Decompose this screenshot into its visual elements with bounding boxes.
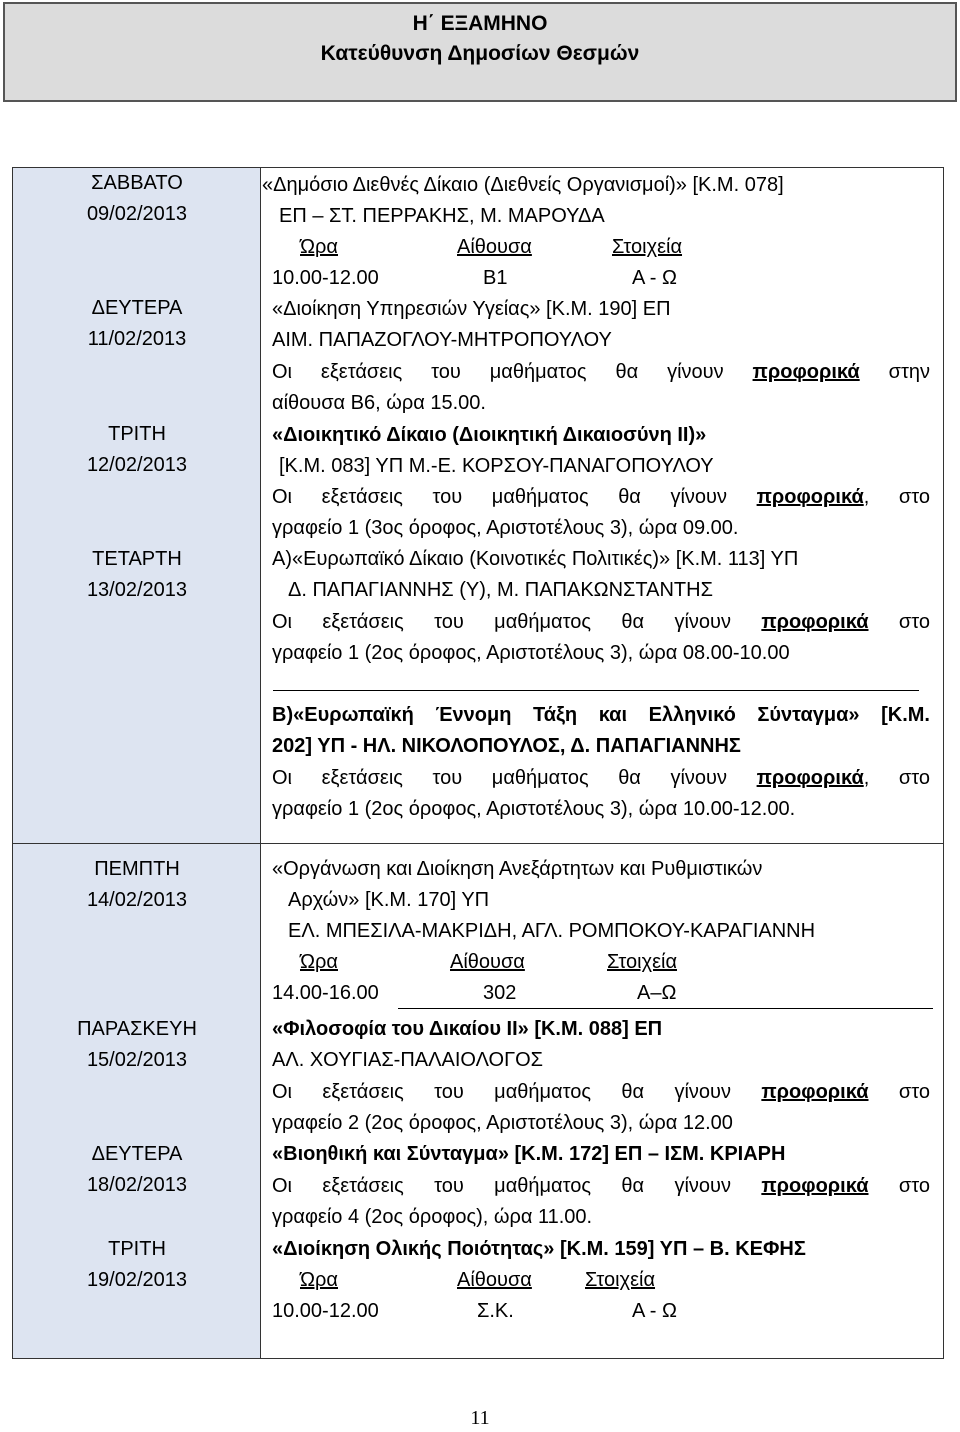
date-cell — [13, 168, 261, 230]
date-cell — [13, 1139, 261, 1201]
course-teachers: ΑΛ. ΧΟΥΓΙΑΣ-ΠΑΛΑΙΟΛΟΓΟΣ — [272, 1049, 544, 1071]
time-heading: Ώρα — [300, 1269, 338, 1291]
letters-heading: Στοιχεία — [607, 951, 678, 973]
exam-letters: Α - Ω — [632, 267, 677, 289]
course-teachers: ΑΙΜ. ΠΑΠΑΖΟΓΛΟΥ-ΜΗΤΡΟΠΟΥΛΟΥ — [272, 329, 612, 351]
room-heading: Αίθουσα — [457, 1269, 532, 1291]
course-title: «Διοίκηση Υπηρεσιών Υγείας» [Κ.Μ. 190] ΕΠ — [272, 298, 671, 320]
course-title: Α)«Ευρωπαϊκό Δίκαιο (Κοινοτικές Πολιτικές)» [Κ.Μ. 113] ΥΠ — [272, 548, 799, 570]
day-date: 11/02/2013 — [87, 328, 187, 350]
course-title: «Διοίκηση Ολικής Ποιότητας» [Κ.Μ. 159] ΥΠ – Β. ΚΕΦΗΣ — [272, 1238, 806, 1260]
course-title: «Φιλοσοφία του Δικαίου ΙΙ» [Κ.Μ. 088] ΕΠ — [272, 1018, 663, 1040]
day-date: 15/02/2013 — [86, 1049, 188, 1071]
direction-title: Κατεύθυνση Δημοσίων Θεσμών — [320, 42, 640, 65]
oral-exam-note: Οι εξετάσεις του μαθήματος θα γίνουν προφορικά, στο — [272, 767, 930, 789]
day-name: ΠΕΜΠΤΗ — [94, 858, 180, 880]
course-teachers: Δ. ΠΑΠΑΓΙΑΝΝΗΣ (Υ), Μ. ΠΑΠΑΚΩΝΣΤΑΝΤΗΣ — [288, 579, 713, 601]
day-date: 12/02/2013 — [86, 454, 188, 476]
oral-keyword: προφορικά — [756, 486, 864, 508]
course-teachers: ΕΠ – ΣΤ. ΠΕΡΡΑΚΗΣ, Μ. ΜΑΡΟΥΔΑ — [279, 205, 605, 227]
oral-keyword: προφορικά — [761, 1081, 869, 1103]
day-name: ΣΑΒΒΑΤΟ — [91, 172, 183, 194]
time-heading: Ώρα — [300, 236, 338, 258]
date-cell — [13, 1014, 261, 1076]
exam-room: Β1 — [483, 267, 508, 289]
oral-keyword: προφορικά — [761, 1175, 869, 1197]
semester-header — [3, 2, 957, 102]
day-date: 09/02/2013 — [86, 203, 188, 225]
course-title: «Διοικητικό Δίκαιο (Διοικητική Δικαιοσύνη ΙΙ)» — [272, 424, 707, 446]
letters-heading: Στοιχεία — [585, 1269, 656, 1291]
course-title: «Βιοηθική και Σύνταγμα» [Κ.Μ. 172] ΕΠ – ΙΣΜ. ΚΡΙΑΡΗ — [272, 1143, 786, 1165]
exam-time: 14.00-16.00 — [272, 982, 379, 1004]
oral-exam-note: Οι εξετάσεις του μαθήματος θα γίνουν προφορικά στο — [272, 611, 930, 633]
course-teachers: [Κ.Μ. 083] ΥΠ Μ.-Ε. ΚΟΡΣΟΥ-ΠΑΝΑΓΟΠΟΥΛΟΥ — [279, 455, 714, 477]
date-cell — [13, 419, 261, 481]
day-name: ΔΕΥΤΕΡΑ — [91, 297, 183, 319]
exam-place: γραφείο 1 (2ος όροφος, Αριστοτέλους 3), ώρα 08.00-10.00 — [272, 642, 790, 664]
course-title: «Οργάνωση και Διοίκηση Ανεξάρτητων και Ρυθμιστικών — [272, 858, 763, 880]
oral-keyword: προφορικά — [752, 361, 860, 383]
oral-exam-note: Οι εξετάσεις του μαθήματος θα γίνουν προφορικά, στο — [272, 486, 930, 508]
day-name: ΠΑΡΑΣΚΕΥΗ — [77, 1018, 197, 1040]
date-cell — [13, 544, 261, 606]
day-date: 18/02/2013 — [86, 1174, 188, 1196]
exam-room: 302 — [483, 982, 517, 1004]
day-name: ΤΕΤΑΡΤΗ — [92, 548, 182, 570]
time-heading: Ώρα — [300, 951, 338, 973]
date-cell — [13, 293, 261, 355]
course-teachers: ΕΛ. ΜΠΕΣΙΛΑ-ΜΑΚΡΙΔΗ, ΑΓΛ. ΡΟΜΠΟΚΟΥ-ΚΑΡΑΓΙΑΝΝΗ — [288, 920, 816, 942]
exam-letters: Α–Ω — [637, 982, 677, 1004]
exam-place: γραφείο 1 (3ος όροφος, Αριστοτέλους 3), ώρα 09.00. — [272, 517, 739, 539]
section-divider — [398, 1008, 933, 1009]
exam-time: 10.00-12.00 — [272, 1300, 379, 1322]
section-divider — [273, 690, 919, 691]
oral-keyword: προφορικά — [761, 611, 869, 633]
oral-keyword: προφορικά — [756, 767, 864, 789]
oral-exam-note: Οι εξετάσεις του μαθήματος θα γίνουν προφορικά στο — [272, 1175, 930, 1197]
date-cell — [13, 854, 261, 916]
semester-title: Η΄ ΕΞΑΜΗΝΟ — [412, 12, 548, 35]
day-name: ΤΡΙΤΗ — [108, 1238, 166, 1260]
day-name: ΔΕΥΤΕΡΑ — [91, 1143, 183, 1165]
day-date: 19/02/2013 — [86, 1269, 188, 1291]
course-title: «Δημόσιο Διεθνές Δίκαιο (Διεθνείς Οργανισμοί)» [Κ.Μ. 078] — [262, 174, 784, 196]
page-number: 11 — [470, 1407, 490, 1429]
oral-exam-note: Οι εξετάσεις του μαθήματος θα γίνουν προφορικά στο — [272, 1081, 930, 1103]
exam-place: γραφείο 4 (2ος όροφος), ώρα 11.00. — [272, 1206, 593, 1228]
day-name: ΤΡΙΤΗ — [108, 423, 166, 445]
exam-place: γραφείο 2 (2ος όροφος, Αριστοτέλους 3), ώρα 12.00 — [272, 1112, 733, 1134]
letters-heading: Στοιχεία — [612, 236, 683, 258]
course-title: Β)«Ευρωπαϊκή Έννομη Τάξη και Ελληνικό Σύνταγμα» [Κ.Μ. — [272, 704, 930, 726]
day-date: 13/02/2013 — [86, 579, 188, 601]
exam-place: γραφείο 1 (2ος όροφος, Αριστοτέλους 3), ώρα 10.00-12.00. — [272, 798, 796, 820]
course-teachers: 202] ΥΠ - ΗΛ. ΝΙΚΟΛΟΠΟΥΛΟΣ, Δ. ΠΑΠΑΓΙΑΝΝΗΣ — [272, 735, 741, 757]
exam-room: Σ.Κ. — [477, 1300, 514, 1322]
day-date: 14/02/2013 — [86, 889, 188, 911]
course-title-cont: Αρχών» [Κ.Μ. 170] ΥΠ — [288, 889, 490, 911]
exam-time: 10.00-12.00 — [272, 267, 379, 289]
exam-letters: Α - Ω — [632, 1300, 677, 1322]
oral-exam-note: Οι εξετάσεις του μαθήματος θα γίνουν προφορικά στην — [272, 361, 930, 383]
date-cell — [13, 1234, 261, 1296]
exam-place: αίθουσα Β6, ώρα 15.00. — [272, 392, 486, 414]
room-heading: Αίθουσα — [457, 236, 532, 258]
row-separator — [13, 843, 943, 844]
room-heading: Αίθουσα — [450, 951, 525, 973]
